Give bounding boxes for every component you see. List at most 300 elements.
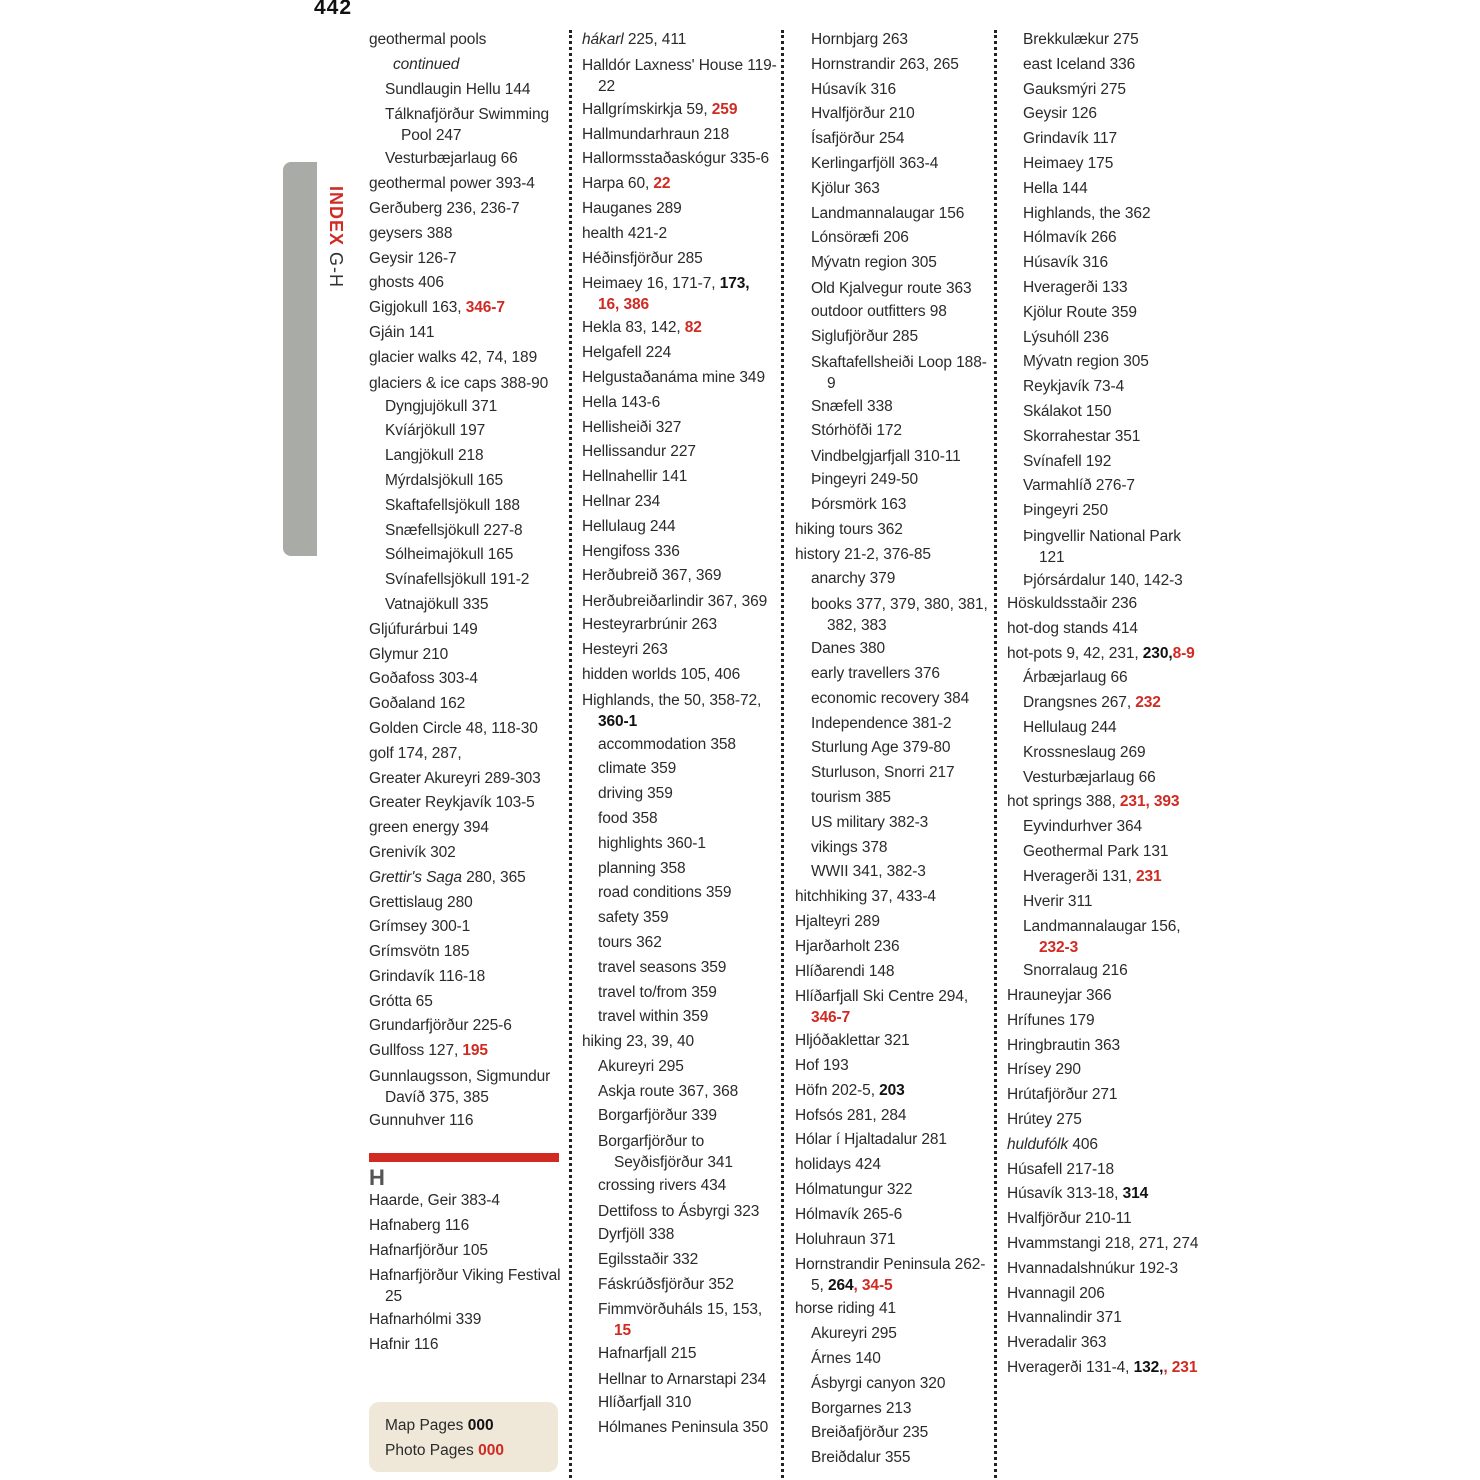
entry-text: Askja route 367, 368 — [598, 1082, 739, 1100]
legend-photo-label: Photo Pages — [385, 1442, 479, 1459]
index-entry — [369, 891, 564, 916]
index-entry — [582, 222, 782, 247]
index-subentry — [795, 761, 991, 786]
entry-text: Ísafjörður 254 — [811, 130, 905, 148]
index-subentry — [1007, 251, 1207, 276]
photo-page-ref: 8-9 — [1172, 644, 1195, 662]
entry-text: Hvannagil 206 — [1007, 1284, 1105, 1302]
entry-text: Hornbjarg 263 — [811, 31, 908, 48]
entry-text: accommodation 358 — [598, 735, 736, 753]
entry-text: planning 358 — [598, 859, 686, 877]
index-subentry — [1007, 127, 1207, 152]
entry-text: Golden Circle 48, 118-30 — [369, 719, 538, 737]
map-page-ref: 360-1 — [598, 712, 638, 730]
entry-text: Hellissandur 227 — [582, 443, 696, 461]
entry-text: Svínafell 192 — [1023, 452, 1112, 470]
index-subentry — [582, 807, 782, 832]
index-subentry — [582, 1391, 782, 1416]
entry-text: hiking tours 362 — [795, 520, 903, 538]
entry-text: Tálknafjörður Swimming Pool 247 — [385, 106, 550, 145]
entry-text: Krossneslaug 269 — [1023, 743, 1146, 761]
index-subentry — [795, 226, 991, 251]
index-entry — [1007, 1083, 1207, 1108]
entry-text: Hellulaug 244 — [582, 517, 676, 535]
index-entry — [1007, 1356, 1207, 1381]
index-entry — [369, 222, 564, 247]
index-entry — [795, 1254, 991, 1296]
legend-map-label: Map Pages — [385, 1417, 468, 1434]
index-entry — [369, 990, 564, 1015]
entry-text: Gunnlaugsson, Sigmundur Davíð 375, 385 — [369, 1068, 551, 1107]
entry-text: Sundlaugin Hellu 144 — [385, 80, 531, 98]
entry-text: Grindavík 117 — [1023, 130, 1118, 148]
entry-text: holidays 424 — [795, 1156, 881, 1174]
entry-text: outdoor outfitters 98 — [811, 302, 947, 320]
page-number: 442 — [314, 0, 353, 19]
index-entry — [795, 1104, 991, 1129]
entry-text: Hólmanes Peninsula 350 — [598, 1419, 769, 1437]
index-entry — [795, 910, 991, 935]
entry-text: Breiðafjörður 235 — [811, 1424, 929, 1442]
entry-text: Hólmatungur 322 — [795, 1181, 913, 1199]
entry-text: Grettislaug 280 — [369, 893, 473, 911]
legend-photo-pages — [385, 1438, 558, 1463]
entry-text: Hlíðarfjall 310 — [598, 1394, 692, 1412]
entry-text: east Iceland 336 — [1023, 55, 1136, 73]
index-entry — [582, 690, 782, 732]
index-entry — [369, 53, 564, 78]
column-separator — [781, 30, 784, 1478]
entry-text: Hesteyri 263 — [582, 640, 668, 658]
index-entry — [795, 1128, 991, 1153]
index-entry — [369, 1039, 564, 1064]
entry-text: travel to/from 359 — [598, 983, 717, 1001]
entry-text: Húsafell 217-18 — [1007, 1160, 1115, 1178]
entry-text: glacier walks 42, 74, 189 — [369, 348, 538, 366]
index-entry — [369, 346, 564, 371]
index-entry — [369, 767, 564, 792]
entry-text: Svínafellsjökull 191-2 — [385, 571, 530, 589]
entry-text: Highlands, the 50, 358-72, — [582, 691, 762, 709]
index-entry — [369, 791, 564, 816]
index-entry — [1007, 984, 1207, 1009]
index-entry — [369, 692, 564, 717]
entry-text: Snæfell 338 — [811, 397, 893, 415]
index-subentry — [795, 637, 991, 662]
index-subentry — [795, 127, 991, 152]
index-entry — [582, 98, 782, 123]
entry-text: Old Kjalvegur route 363 — [811, 279, 972, 297]
index-entry — [582, 247, 782, 272]
index-entry — [1007, 1009, 1207, 1034]
index-subentry — [795, 786, 991, 811]
entry-text: economic recovery 384 — [811, 689, 970, 707]
entry-text: Snorralaug 216 — [1023, 962, 1128, 980]
entry-text: Gunnuhver 116 — [369, 1112, 474, 1130]
index-subentry — [582, 1248, 782, 1273]
entry-text: Hekla 83, 142, — [582, 319, 685, 337]
index-entry: Hafnir 116 — [369, 1336, 439, 1354]
entry-text: travel seasons 359 — [598, 958, 727, 976]
entry-text: Grótta 65 — [369, 992, 433, 1010]
index-subentry — [369, 494, 564, 519]
entry-text: Sturluson, Snorri 217 — [811, 764, 955, 782]
index-entry — [369, 816, 564, 841]
entry-text: Þingeyri 249-50 — [811, 471, 919, 489]
entry-text: Þórsmörk 163 — [811, 495, 907, 513]
section-divider-bar — [369, 1153, 559, 1162]
index-range: G-H — [326, 252, 346, 289]
index-subentry — [582, 782, 782, 807]
entry-text: geothermal power 393-4 — [369, 175, 535, 193]
index-entry — [369, 618, 564, 643]
photo-page-ref: 259 — [711, 100, 738, 118]
entry-text: Hellnar 234 — [582, 492, 661, 510]
index-subentry — [795, 1397, 991, 1422]
index-entry — [1007, 1158, 1207, 1183]
index-entry — [1007, 1133, 1207, 1158]
index-subentry — [582, 757, 782, 782]
column-separator — [569, 30, 572, 1478]
entry-text: US military 382-3 — [811, 813, 929, 831]
entry-text: Hringbrautin 363 — [1007, 1036, 1121, 1054]
entry-text: Gljúfurárbui 149 — [369, 620, 478, 638]
entry-text: Hveragerði 131, — [1023, 867, 1136, 885]
index-entry: Hafnarfjörður Viking Festival 25 — [369, 1267, 561, 1306]
column-separator — [994, 30, 997, 1478]
index-subentry — [582, 1055, 782, 1080]
entry-text: Skaftafellsheiði Loop 188-9 — [811, 353, 987, 392]
entry-text: Grenivík 302 — [369, 843, 456, 861]
entry-text: Helgafell 224 — [582, 344, 672, 362]
index-entry — [1007, 1282, 1207, 1307]
entry-text: Akureyri 295 — [811, 1325, 897, 1343]
entry-text: Hellnahellir 141 — [582, 468, 688, 486]
index-subentry — [795, 1421, 991, 1446]
entry-text: Hvannalindir 371 — [1007, 1309, 1122, 1327]
entry-text: ghosts 406 — [369, 274, 444, 292]
index-word: INDEX — [326, 186, 346, 247]
entry-text: Hlíðarendi 148 — [795, 962, 895, 980]
index-entry — [582, 172, 782, 197]
index-entry — [369, 1014, 564, 1039]
index-subentry — [795, 1372, 991, 1397]
entry-text: Hornstrandir 263, 265 — [811, 55, 959, 73]
entry-text: Hólmavík 266 — [1023, 229, 1117, 247]
index-subentry — [1007, 177, 1207, 202]
index-subentry — [369, 419, 564, 444]
entry-text: Langjökull 218 — [385, 447, 484, 465]
index-subentry — [795, 860, 991, 885]
index-entry — [795, 1203, 991, 1228]
entry-text: highlights 360-1 — [598, 834, 706, 852]
index-subentry — [795, 594, 991, 636]
index-subentry — [795, 662, 991, 687]
index-entry — [795, 1228, 991, 1253]
photo-page-ref: 232-3 — [1039, 939, 1079, 957]
entry-text: Hallmundarhraun 218 — [582, 125, 730, 143]
entry-text: Héðinsfjörður 285 — [582, 249, 703, 267]
entry-text: Stórhöfði 172 — [811, 422, 902, 440]
index-entry — [582, 613, 782, 638]
index-entry: Hafnarfjörður 105 — [369, 1241, 488, 1259]
entry-text: Hjalteyri 289 — [795, 912, 880, 930]
index-entry — [369, 197, 564, 222]
index-subentry — [1007, 226, 1207, 251]
entry-text: Gjáin 141 — [369, 323, 435, 341]
entry-text: Grundarfjörður 225-6 — [369, 1017, 512, 1035]
index-entry — [1007, 790, 1207, 815]
index-subentry — [1007, 28, 1207, 53]
entry-text: Hlíðarfjall Ski Centre 294, — [795, 988, 969, 1006]
legend-photo-number: 000 — [478, 1442, 504, 1459]
index-entry — [795, 1178, 991, 1203]
entry-text: tourism 385 — [811, 788, 891, 806]
entry-text: Greater Akureyri 289-303 — [369, 769, 541, 787]
entry-text: Fáskrúðsfjörður 352 — [598, 1275, 734, 1293]
index-entry — [369, 742, 564, 767]
index-subentry — [795, 325, 991, 350]
entry-text: Húsavík 316 — [811, 80, 897, 98]
entry-text: Skorrahestar 351 — [1023, 427, 1141, 445]
index-subentry — [795, 736, 991, 761]
entry-text: Grímsey 300-1 — [369, 918, 471, 936]
index-subentry — [582, 956, 782, 981]
entry-text: hot springs 388, — [1007, 793, 1120, 811]
photo-page-ref: 16, 386 — [598, 296, 650, 314]
entry-text: Hvalfjörður 210-11 — [1007, 1210, 1132, 1228]
index-subentry — [1007, 53, 1207, 78]
entry-text: Hella 144 — [1023, 179, 1088, 197]
entry-text: Hafnarfjall 215 — [598, 1345, 697, 1363]
index-entry — [795, 885, 991, 910]
entry-text: Lýsuhóll 236 — [1023, 328, 1109, 346]
entry-pages: 406 — [1068, 1135, 1098, 1153]
index-subentry — [1007, 766, 1207, 791]
entry-text: vikings 378 — [811, 838, 888, 856]
entry-pages: 225, 411 — [623, 31, 687, 48]
entry-text: Hallormsstaðaskógur 335-6 — [582, 150, 770, 168]
index-entry — [1007, 617, 1207, 642]
entry-text: Gullfoss 127, — [369, 1042, 463, 1060]
entry-text: Borgarfjörður to Seyðisfjörður 341 — [598, 1133, 733, 1172]
photo-page-ref: 231, 393 — [1119, 793, 1180, 811]
entry-text: Hrútey 275 — [1007, 1111, 1082, 1129]
index-entry — [369, 247, 564, 272]
index-entry — [582, 123, 782, 148]
photo-page-ref: 346-7 — [811, 1009, 851, 1027]
entry-text: Breiðdalur 355 — [811, 1449, 911, 1467]
index-subentry — [1007, 570, 1207, 591]
entry-text: Grindavík 116-18 — [369, 967, 486, 985]
index-entry — [1007, 1257, 1207, 1282]
index-subentry — [1007, 301, 1207, 326]
entry-pages: 280, 365 — [461, 868, 526, 886]
entry-text: Árnes 140 — [811, 1350, 881, 1368]
entry-text: Heimaey 175 — [1023, 154, 1114, 172]
index-entry — [582, 28, 782, 53]
index-subentry — [795, 712, 991, 737]
index-subentry — [582, 1131, 782, 1173]
legend-map-number: 000 — [467, 1417, 494, 1434]
entry-text: Mývatn region 305 — [811, 254, 937, 272]
entry-text: climate 359 — [598, 760, 677, 778]
entry-text: Brekkulækur 275 — [1023, 31, 1139, 48]
entry-text: Kjölur 363 — [811, 179, 880, 197]
photo-page-ref: 232 — [1135, 694, 1161, 712]
index-subentry — [582, 1201, 782, 1222]
index-subentry — [1007, 865, 1207, 890]
legend-map-pages — [385, 1413, 558, 1438]
entry-text: Vatnajökull 335 — [385, 595, 489, 613]
entry-text: Húsavík 316 — [1023, 254, 1109, 272]
index-subentry — [582, 981, 782, 1006]
index-column-4 — [1007, 28, 1207, 1381]
entry-text: Kerlingarfjöll 363-4 — [811, 154, 939, 172]
entry-text: Borgarnes 213 — [811, 1399, 912, 1417]
index-subentry — [582, 857, 782, 882]
entry-text: Herðubreiðarlindir 367, 369 — [582, 593, 768, 611]
index-subentry — [795, 1322, 991, 1347]
entry-text: Fimmvörðuháls 15, 153, — [598, 1301, 763, 1319]
photo-page-ref: 195 — [462, 1042, 488, 1060]
index-entry — [582, 341, 782, 366]
index-subentry — [1007, 152, 1207, 177]
entry-text: hidden worlds 105, 406 — [582, 665, 741, 683]
index-subentry — [795, 278, 991, 299]
index-subentry — [1007, 202, 1207, 227]
entry-text: anarchy 379 — [811, 570, 896, 588]
entry-text: Landmannalaugar 156 — [811, 204, 965, 222]
entry-text: golf 174, 287, — [369, 744, 462, 762]
photo-page-ref: , 231 — [1163, 1359, 1198, 1377]
index-subentry — [582, 1104, 782, 1129]
entry-text: history 21-2, 376-85 — [795, 545, 931, 563]
index-entry — [1007, 642, 1207, 667]
index-entry — [582, 1030, 782, 1055]
entry-text: health 421-2 — [582, 224, 667, 242]
entry-text: Harpa 60, — [582, 175, 654, 193]
index-subentry — [582, 1005, 782, 1030]
entry-text: Dettifoss to Ásbyrgi 323 — [598, 1203, 760, 1221]
map-page-ref: 132, — [1133, 1359, 1164, 1377]
index-subentry — [1007, 959, 1207, 984]
entry-headword: Grettir's Saga — [369, 868, 462, 886]
entry-text: Danes 380 — [811, 640, 886, 658]
index-entry — [369, 28, 564, 53]
entry-headword: hákarl — [582, 31, 624, 48]
entry-text: Hrísey 290 — [1007, 1061, 1081, 1079]
index-entry — [369, 841, 564, 866]
index-subentry — [369, 568, 564, 593]
index-subentry — [795, 78, 991, 103]
index-entry — [369, 296, 564, 321]
index-entry — [795, 1079, 991, 1104]
index-subentry — [582, 881, 782, 906]
index-subentry — [582, 1174, 782, 1199]
index-section-label — [316, 186, 356, 316]
entry-text: Hella 143-6 — [582, 393, 661, 411]
index-entry — [1007, 592, 1207, 617]
index-entry — [369, 1109, 564, 1134]
entry-text: horse riding 41 — [795, 1300, 897, 1318]
index-subentry — [369, 543, 564, 568]
entry-text: Geothermal Park 131 — [1023, 842, 1169, 860]
index-subentry — [795, 811, 991, 836]
entry-text: hitchhiking 37, 433-4 — [795, 888, 936, 906]
index-entry — [582, 391, 782, 416]
entry-text: Drangsnes 267, — [1023, 694, 1136, 712]
index-entry — [582, 490, 782, 515]
entry-text: Gerðuberg 236, 236-7 — [369, 199, 520, 217]
entry-text: Geysir 126-7 — [369, 249, 457, 267]
entry-text: books 377, 379, 380, 381, 382, 383 — [811, 596, 988, 635]
index-side-tab — [283, 162, 317, 556]
section-heading-h: H — [369, 1165, 385, 1190]
entry-text: Hvammstangi 218, 271, 274 — [1007, 1235, 1199, 1253]
index-entry — [795, 1029, 991, 1054]
photo-page-ref: 22 — [653, 175, 671, 193]
entry-text: Þjórsárdalur 140, 142-3 — [1023, 571, 1183, 589]
index-subentry — [582, 906, 782, 931]
entry-text: Skálakot 150 — [1023, 402, 1112, 420]
index-subentry — [1007, 425, 1207, 450]
index-entry — [582, 638, 782, 663]
index-entry — [1007, 1306, 1207, 1331]
index-subentry — [369, 147, 564, 172]
entry-text: travel within 359 — [598, 1008, 709, 1026]
entry-text: Dyngjujökull 371 — [385, 397, 498, 415]
index-subentry — [1007, 691, 1207, 716]
entry-text: Vindbelgjarfjall 310-11 — [811, 448, 961, 466]
entry-text: Hvalfjörður 210 — [811, 105, 915, 123]
entry-text: Húsavík 313-18, — [1007, 1185, 1123, 1203]
map-page-ref: 314 — [1122, 1185, 1149, 1203]
index-subentry — [369, 104, 564, 146]
entry-text: Borgarfjörður 339 — [598, 1107, 717, 1125]
index-entry — [795, 960, 991, 985]
entry-text: safety 359 — [598, 909, 669, 927]
index-entry — [582, 147, 782, 172]
entry-text: Varmahlíð 276-7 — [1023, 477, 1135, 495]
index-entry — [1007, 1207, 1207, 1232]
entry-text: Mýrdalsjökull 165 — [385, 471, 504, 489]
index-subentry — [1007, 400, 1207, 425]
map-page-ref: 203 — [879, 1081, 905, 1099]
index-subentry — [1007, 375, 1207, 400]
entry-text: Hellulaug 244 — [1023, 718, 1117, 736]
entry-text: Hólar í Hjaltadalur 281 — [795, 1131, 947, 1149]
entry-text: Kjölur Route 359 — [1023, 303, 1137, 321]
index-entry: Haarde, Geir 383-4 — [369, 1192, 500, 1209]
entry-text: Helgustaðanáma mine 349 — [582, 368, 765, 386]
index-subentry — [1007, 350, 1207, 375]
entry-text: Herðubreið 367, 369 — [582, 567, 722, 585]
index-entry — [582, 515, 782, 540]
index-subentry — [582, 1416, 782, 1441]
entry-text: Gigjokull 163, — [369, 299, 466, 317]
index-subentry — [1007, 474, 1207, 499]
index-subentry — [369, 469, 564, 494]
index-subentry — [582, 1369, 782, 1390]
index-entry — [582, 663, 782, 688]
index-subentry — [795, 395, 991, 420]
index-entry — [369, 717, 564, 742]
index-entry — [582, 316, 782, 341]
index-column-1 — [369, 28, 564, 1134]
entry-text: Egilsstaðir 332 — [598, 1250, 699, 1268]
index-subentry — [795, 102, 991, 127]
